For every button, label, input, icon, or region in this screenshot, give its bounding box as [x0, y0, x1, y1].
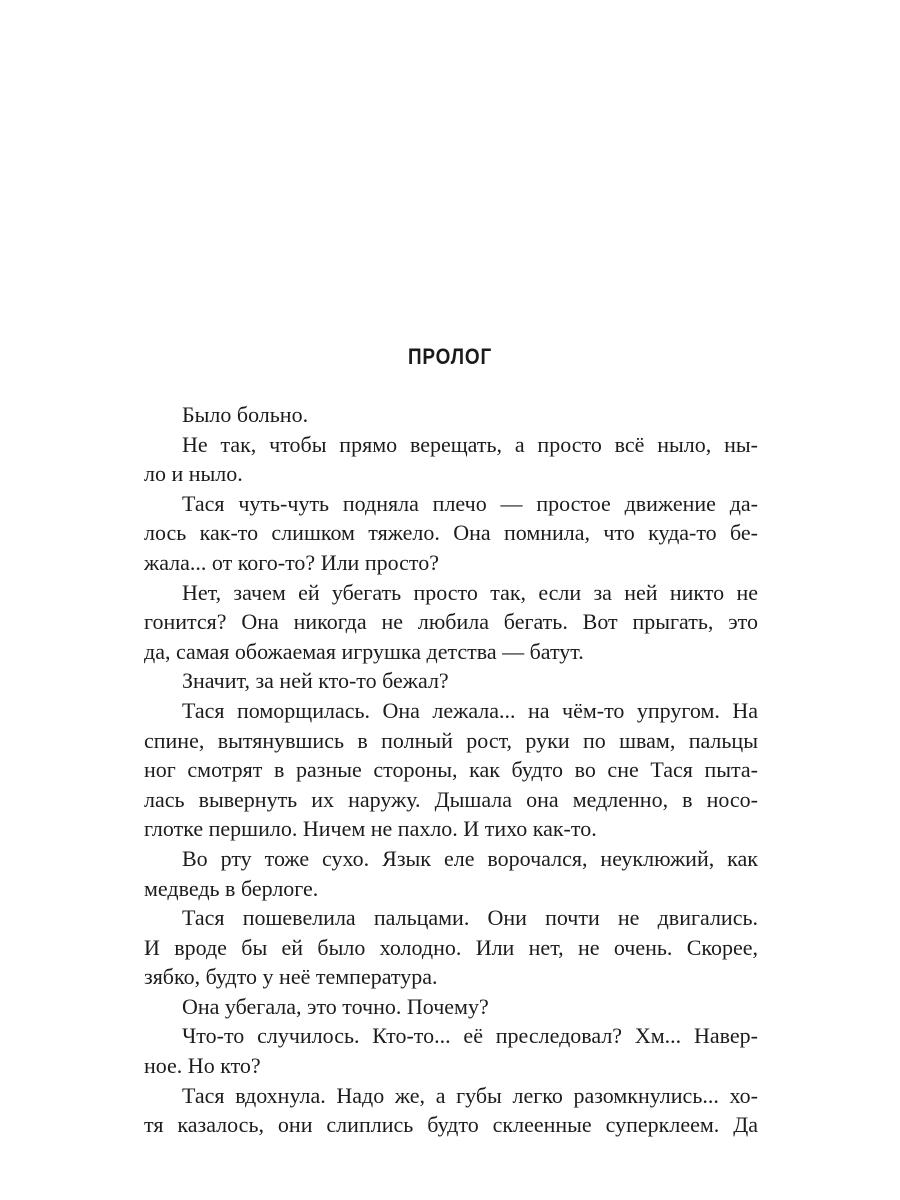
text-line: медведь в берлоге. [144, 875, 319, 901]
text-line: И вроде бы ей было холодно. Или нет, не очень. Скорее, [144, 934, 758, 960]
text-line: Было больно. [182, 402, 309, 427]
text-line: ное. Но кто? [144, 1053, 261, 1079]
chapter-title: ПРОЛОГ [407, 344, 493, 369]
text-line: да, самая обожаемая игрушка детства — батут. [144, 638, 584, 664]
text-line: Тася чуть-чуть подняла плечо — простое движение да- [182, 490, 758, 516]
text-line: ло и ныло. [144, 461, 243, 487]
text-line: гонится? Она никогда не любила бегать. Вот прыгать, это [144, 609, 758, 635]
text-line: ног смотрят в разные стороны, как будто во сне Тася пыта- [144, 757, 758, 783]
text-line: Тася поморщилась. Она лежала... на чём-то упругом. На [182, 697, 758, 723]
text-line: спине, вытянувшись в полный рост, руки по швам, пальцы [144, 727, 758, 753]
text-line: глотке першило. Ничем не пахло. И тихо как-то. [144, 816, 597, 842]
text-line: Не так, чтобы прямо верещать, а просто всё ныло, ны- [182, 431, 758, 457]
text-line: лось как-то слишком тяжело. Она помнила, что куда-то бе- [144, 520, 758, 546]
text-line: Значит, за ней кто-то бежал? [182, 668, 449, 694]
text-line: Нет, зачем ей убегать просто так, если за ней никто не [182, 579, 758, 605]
text-line: Она убегала, это точно. Почему? [182, 993, 489, 1019]
text-line: лась вывернуть их наружу. Дышала она медленно, в носо- [144, 786, 758, 812]
body-text [144, 400, 758, 1140]
text-line: Тася пошевелила пальцами. Они почти не двигались. [182, 905, 758, 931]
text-line: Что-то случилось. Кто-то... её преследовал? Хм... Навер- [182, 1023, 758, 1049]
text-line: жала... от кого-то? Или просто? [144, 549, 440, 575]
text-line: зябко, будто у неё температура. [144, 964, 438, 990]
text-line: Во рту тоже сухо. Язык еле ворочался, неуклюжий, как [182, 845, 758, 871]
text-line: Тася вдохнула. Надо же, а губы легко разомкнулись... хо- [182, 1082, 758, 1108]
text-line: тя казалось, они слиплись будто склеенные суперклеем. Да [144, 1112, 758, 1138]
